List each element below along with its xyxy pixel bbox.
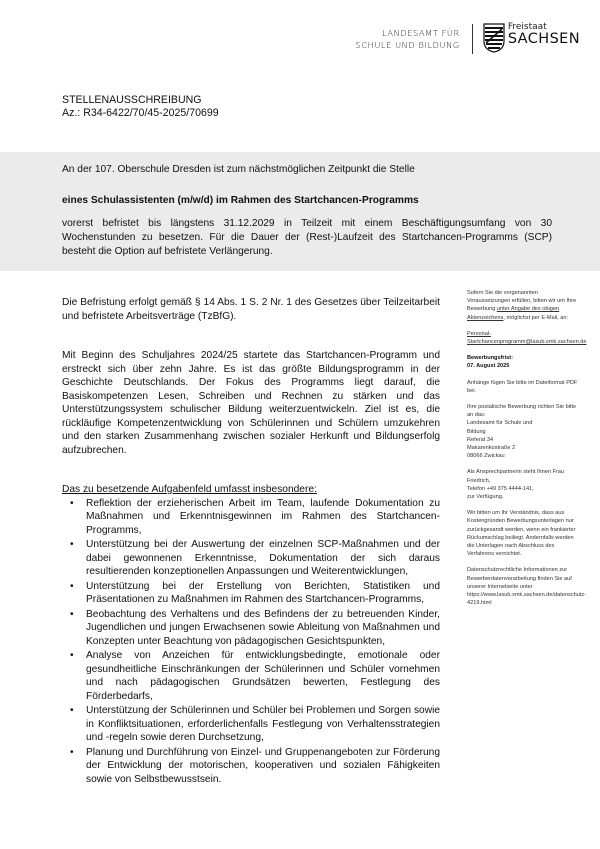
- program-description: Mit Beginn des Schuljahres 2024/25 startete das Startchancen-Programm und erstreckt sich über zehn Jahre. Es ist das größte Bildungsprogramm in der Geschichte Deutschlands. Der Fokus des Programms liegt darauf, die Basiskompetenzen Lesen, Schreiben und Rechnen zu stärken und das Unterstützungssystem schulischer Bildung weiterzuentwickeln. Ziel ist es, die rückläufige Kompetenzentwicklung von Schülerinnen und Schülern umzukehren und den starken Zusammenhang zwischen sozialer Herkunft und Bildungserfolg aufzubrechen.: [62, 350, 440, 456]
- logo-divider: [472, 24, 473, 54]
- bullet-icon: •: [70, 539, 74, 550]
- sidebar: [467, 289, 587, 616]
- task-text: Reflektion der erzieherischen Arbeit im Team, laufende Dokumentation zu Maßnahmen und Erkenntnisgewinnen im Rahmen des Startchancen-Programms,: [86, 497, 440, 536]
- state-small: Freistaat: [507, 22, 547, 32]
- apply-intro: Sofern Sie die vorgenannten Voraussetzungen erfüllen, bitten wir um Ihre Bewerbung unter Angabe des obigen Aktenzeichens, möglichst per E-Mail, an:: [467, 290, 577, 321]
- reference-note: unter Angabe des obigen Aktenzeichens: [467, 306, 560, 321]
- bullet-icon: •: [70, 746, 74, 758]
- agency-name: [355, 27, 459, 51]
- document-heading: [62, 94, 219, 120]
- state-name: [508, 23, 580, 47]
- bullet-icon: •: [70, 608, 74, 620]
- application-email-link[interactable]: Personal-Startchancenprogramm@lasub.smk.sachsen.de: [467, 330, 587, 346]
- deadline-date: 07. August 2025: [467, 363, 510, 370]
- agency-line-2: SCHULE UND BILDUNG: [355, 40, 460, 50]
- position-title: eines Schulassistenten (m/w/d) im Rahmen des Startchancen-Programms: [62, 195, 419, 206]
- attachments-note: Anhänge fügen Sie bitte im Dateiformat PDF bei.: [467, 379, 578, 394]
- main-content: [62, 296, 440, 787]
- task-text: Beobachtung des Verhaltens und des Befindens der zu betreuenden Kinder, Jugendlichen und jungen Erwachsenen sowie Ableitung von Maßnahmen und Konzepten unter Beachtung von pädagogischen Gesichtspunkten,: [86, 608, 440, 647]
- list-item: [62, 704, 440, 745]
- bullet-icon: •: [70, 650, 74, 661]
- state-big: SACHSEN: [507, 31, 580, 47]
- tasks-title: Das zu besetzende Aufgabenfeld umfasst insbesondere:: [62, 484, 317, 495]
- costs-note: Wir bitten um Ihr Verständnis, dass aus Kostengründen Bewerbungsunterlagen nur zurückgesandt werden, wenn ein frankierter Rückumschlag beiliegt. Andernfalls werden die Unterlagen nach Abschluss des Verfahrens vernichtet.: [467, 510, 576, 558]
- task-text: Unterstützung der Schülerinnen und Schüler bei Problemen und Sorgen sowie in Konfliktsituationen, erforderlichenfalls Festlegung von Verhaltensstrategien und -regeln sowie deren Durchsetzung,: [86, 705, 440, 743]
- contact-info: Als Ansprechpartnerin steht Ihnen Frau Friedrich, Telefon +49 375 4444-141, zur Verfügung.: [467, 469, 565, 501]
- list-item: [62, 608, 440, 649]
- postal-address: Ihre postalische Bewerbung richten Sie bitte an das: Landesamt für Schule und Bildung Referat 34 Makarenkostraße 2 08066 Zwickau: [467, 404, 577, 460]
- list-item: [62, 497, 440, 538]
- intro-line: An der 107. Oberschule Dresden ist zum nächstmöglichen Zeitpunkt die Stelle: [62, 164, 415, 175]
- contact-phone: Telefon +49 375 4444-141,: [467, 485, 534, 492]
- tasks-list: [62, 497, 440, 787]
- list-item: [62, 649, 440, 703]
- bullet-icon: •: [70, 580, 74, 592]
- saxony-crest-icon: [483, 23, 505, 53]
- bullet-icon: •: [70, 497, 74, 509]
- intro-box: [0, 152, 600, 271]
- header-logo: [355, 20, 580, 54]
- agency-line-1: LANDESAMT FÜR: [382, 28, 460, 38]
- task-text: Planung und Durchführung von Einzel- und Gruppenangeboten zur Förderung der Entwicklung der motorischen, kooperativen und sozialen Fähigkeiten sowie von Selbstbewusstsein.: [86, 746, 440, 785]
- deadline-label: Bewerbungsfrist:: [467, 355, 513, 362]
- task-text: Unterstützung bei der Auswertung der einzelnen SCP-Maßnahmen und der dabei gewonnenen Erkenntnisse, Dokumentation der sich daraus resultierenden konzeptionellen Anpassungen und Weiterentwicklungen,: [86, 539, 440, 577]
- list-item: [62, 538, 440, 579]
- document-type: STELLENAUSSCHREIBUNG: [62, 94, 202, 106]
- employment-terms: vorerst befristet bis längstens 31.12.2029 in Teilzeit mit einem Beschäftigungsumfang von 30 Wochenstunden zu besetzen. Für die Dauer der (Rest-)Laufzeit des Startchancen-Programms (SCP) besteht die Option auf befristete Verlängerung.: [62, 218, 552, 257]
- task-text: Analyse von Anzeichen für entwicklungsbedingte, emotionale oder gesundheitliche Einschränkungen der Schülerinnen und Schüler vornehmen und nach pädagogischen Grundsätzen bewerten, Festlegung des Förderbedarfs,: [86, 650, 440, 702]
- legal-basis: Die Befristung erfolgt gemäß § 14 Abs. 1 S. 2 Nr. 1 des Gesetzes über Teilzeitarbeit und befristete Arbeitsverträge (TzBfG).: [62, 297, 440, 322]
- deadline: [467, 354, 579, 370]
- bullet-icon: •: [70, 705, 74, 716]
- document-reference: Az.: R34-6422/70/45-2025/70699: [62, 107, 219, 119]
- task-text: Unterstützung bei der Erstellung von Berichten, Statistiken und Präsentationen zu Maßnahmen im Rahmen des Startchancen-Programms,: [86, 580, 440, 605]
- privacy-note: Datenschutzrechtliche Informationen zur Bewerberdatenverarbeitung finden Sie auf unserer Internetseite unter https://www.lasub.smk.sachsen.de/datenschutz-4219.html: [467, 567, 587, 607]
- list-item: [62, 746, 440, 787]
- list-item: [62, 580, 440, 607]
